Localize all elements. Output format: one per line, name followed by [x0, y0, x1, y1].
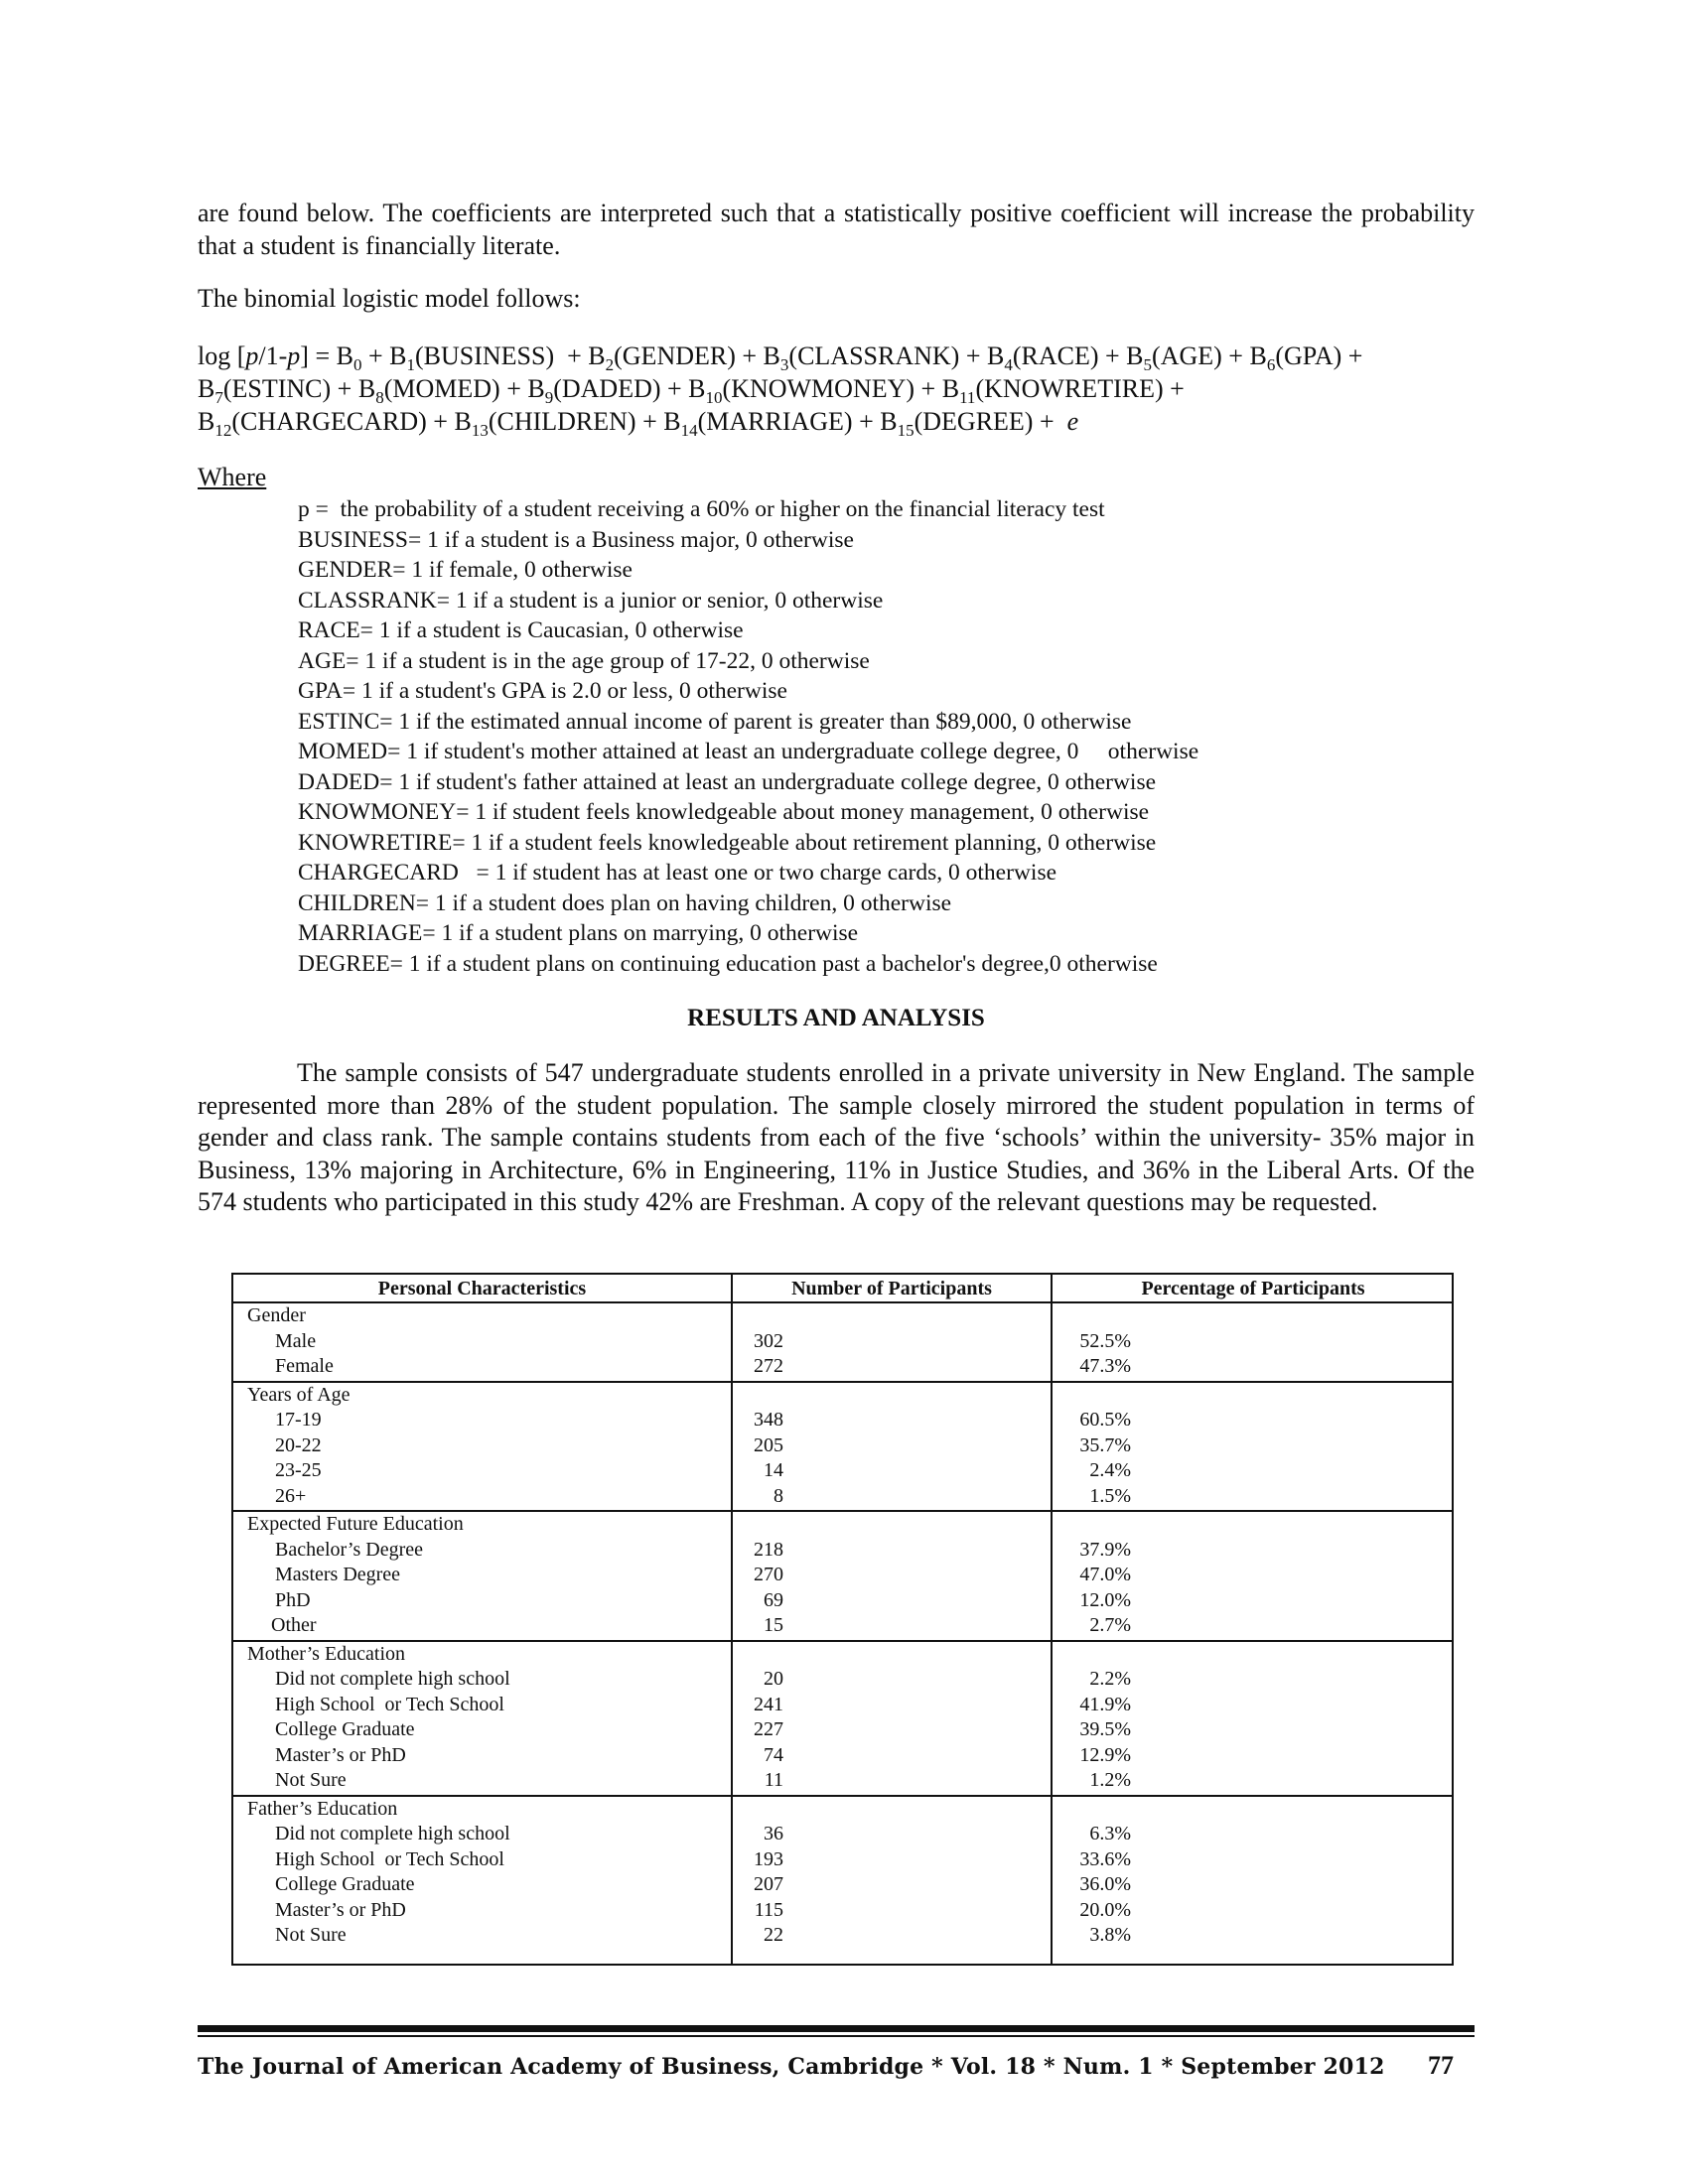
variable-definition: DEGREE= 1 if a student plans on continuing education past a bachelor's degree,0 otherwise — [298, 950, 1158, 977]
row-label: Did not complete high school — [275, 1668, 510, 1690]
equation-term: + $B_{11}(KNOWRETIRE)$ + — [914, 374, 1185, 408]
group-label: Years of Age — [247, 1383, 351, 1406]
table-header-characteristics: Personal Characteristics — [377, 1278, 587, 1299]
participant-count: 348 — [754, 1409, 783, 1431]
table-row — [233, 1743, 1452, 1769]
participants-table — [231, 1273, 1454, 1966]
row-label: 23-25 — [275, 1459, 322, 1481]
variable-definitions — [298, 494, 1440, 979]
row-label: College Graduate — [275, 1718, 415, 1740]
variable-definition: BUSINESS= 1 if a student is a Business major, 0 otherwise — [298, 526, 854, 553]
row-label: Bachelor’s Degree — [275, 1538, 424, 1561]
table-group-header — [233, 1642, 1452, 1668]
participant-count: 74 — [764, 1743, 783, 1766]
participant-count: 22 — [764, 1924, 783, 1946]
row-label: Not Sure — [275, 1924, 347, 1946]
group-label: Gender — [247, 1304, 306, 1326]
row-label: PhD — [275, 1588, 311, 1611]
group-label: Mother’s Education — [247, 1642, 406, 1665]
row-label: High School or Tech School — [275, 1847, 504, 1870]
variable-definition: KNOWMONEY= 1 if student feels knowledgeable about money management, 0 otherwise — [298, 799, 1150, 825]
table-header-percentage: Percentage of Participants — [1141, 1278, 1365, 1299]
row-label: 26+ — [275, 1484, 307, 1507]
participant-count: 241 — [754, 1693, 783, 1715]
footer-rule — [198, 2025, 1475, 2032]
equation-term: + $B_{10}(KNOWMONEY)$ — [660, 374, 915, 408]
participant-count: 302 — [754, 1329, 783, 1352]
participant-percentage: 6.3% — [1089, 1823, 1131, 1844]
where-label: Where — [198, 463, 267, 491]
participant-count: 115 — [754, 1898, 783, 1921]
table-row — [233, 1898, 1452, 1924]
participant-percentage: 33.6% — [1079, 1847, 1131, 1870]
section-heading: RESULTS AND ANALYSIS — [687, 1005, 985, 1031]
participant-percentage: 60.5% — [1079, 1409, 1131, 1431]
row-label: 17-19 — [275, 1409, 322, 1431]
participant-count: 227 — [754, 1718, 783, 1740]
variable-definition: AGE= 1 if a student is in the age group of 17-22, 0 otherwise — [298, 647, 870, 674]
participant-count: 20 — [764, 1668, 783, 1690]
participant-count: 8 — [774, 1484, 783, 1507]
model-intro: The binomial logistic model follows: — [198, 284, 581, 313]
row-label: Female — [275, 1355, 334, 1377]
table-row — [233, 1354, 1452, 1380]
table-header-number: Number of Participants — [791, 1278, 992, 1299]
participant-percentage: 1.2% — [1089, 1769, 1131, 1791]
equation-term: + $B_{15}(DEGREE)$ + — [852, 407, 1067, 441]
row-label: Other — [271, 1614, 317, 1636]
row-label: Not Sure — [275, 1769, 347, 1791]
table-row — [233, 1433, 1452, 1459]
table-group-header — [233, 1383, 1452, 1409]
participant-percentage: 39.5% — [1079, 1718, 1131, 1740]
table-row — [233, 1667, 1452, 1693]
equation-term: + $B_8(MOMED)$ — [331, 374, 500, 408]
variable-definition: GPA= 1 if a student's GPA is 2.0 or less, 0 otherwise — [298, 678, 787, 704]
table-row — [233, 1923, 1452, 1949]
participant-percentage: 1.5% — [1089, 1484, 1131, 1507]
variable-definition: DADED= 1 if student's father attained at least an undergraduate college degree, 0 otherwise — [298, 768, 1157, 795]
equation-term: + $B_3(CLASSRANK)$ — [735, 341, 960, 375]
variable-definition: MARRIAGE= 1 if a student plans on marrying, 0 otherwise — [298, 920, 859, 946]
participant-percentage: 47.3% — [1079, 1355, 1131, 1377]
equation-term: + $B_{13}(CHILDREN)$ — [426, 407, 636, 441]
participant-percentage: 36.0% — [1079, 1873, 1131, 1895]
row-label: College Graduate — [275, 1873, 415, 1895]
participant-percentage: 41.9% — [1079, 1693, 1131, 1715]
table-group-header — [233, 1797, 1452, 1823]
variable-definition: RACE= 1 if a student is Caucasian, 0 otherwise — [298, 617, 744, 643]
equation-term: + $B_2(GENDER)$ — [554, 341, 736, 375]
participant-count: 270 — [754, 1564, 783, 1585]
equation-term: + $B_{14}(MARRIAGE)$ — [635, 407, 853, 441]
participant-count: 218 — [754, 1538, 783, 1561]
group-label: Expected Future Education — [247, 1513, 464, 1535]
table-row — [233, 1329, 1452, 1355]
equation-term: + $B_1(BUSINESS)$ — [361, 341, 555, 375]
participant-count: 11 — [764, 1769, 783, 1791]
row-label: Did not complete high school — [275, 1823, 510, 1844]
equation-term: $B_0$ — [336, 341, 362, 375]
participant-count: 205 — [754, 1433, 783, 1456]
participant-count: 36 — [764, 1823, 783, 1844]
error-term: e — [1066, 407, 1079, 436]
table-row — [233, 1613, 1452, 1639]
participant-count: 14 — [764, 1459, 783, 1481]
participant-count: 69 — [764, 1588, 783, 1611]
participant-percentage: 2.7% — [1089, 1614, 1131, 1636]
participant-count: 272 — [754, 1355, 783, 1377]
participant-count: 193 — [754, 1847, 783, 1870]
table-group-header — [233, 1303, 1452, 1329]
footer-rule-thin — [198, 2035, 1475, 2037]
row-label: Master’s or PhD — [275, 1743, 406, 1766]
equation-term: + $B_5(AGE)$ — [1098, 341, 1222, 375]
row-label: Master’s or PhD — [275, 1898, 406, 1921]
logistic-equation — [198, 340, 1475, 441]
table-row — [233, 1717, 1452, 1743]
group-label: Father’s Education — [247, 1797, 398, 1820]
table-row — [233, 1768, 1452, 1794]
equation-line-1: $\log [p/1-p] = B_0$ + $B_1(BUSINESS)$ + $B_2(GENDER)$ + $B_3(CLASSRANK)$ + $B_4(RACE) + B_5(AGE) + B_6(GPA)$ + — [198, 341, 1363, 375]
table-row — [233, 1872, 1452, 1898]
variable-definition: CHARGECARD = 1 if student has at least one or two charge cards, 0 otherwise — [298, 860, 1057, 886]
equation-term: $B_7(ESTINC)$ — [198, 374, 332, 408]
participant-percentage: 3.8% — [1089, 1924, 1131, 1946]
participant-percentage: 35.7% — [1079, 1433, 1131, 1456]
participant-count: 207 — [754, 1873, 783, 1895]
page-number: 77 — [1428, 2051, 1454, 2080]
intro-paragraph: are found below. The coefficients are interpreted such that a statistically positive coefficient will increase the probability that a student is financially literate. — [198, 199, 1475, 260]
table-row — [233, 1458, 1452, 1484]
participant-percentage: 2.4% — [1089, 1459, 1131, 1481]
journal-footer: The Journal of American Academy of Business, Cambridge * Vol. 18 * Num. 1 * September 2012 — [198, 2054, 1385, 2080]
participant-percentage: 37.9% — [1079, 1538, 1131, 1561]
variable-definition: CHILDREN= 1 if a student does plan on having children, 0 otherwise — [298, 889, 952, 916]
row-label: High School or Tech School — [275, 1693, 504, 1715]
participant-percentage: 12.0% — [1079, 1588, 1131, 1611]
row-label: Male — [275, 1329, 317, 1352]
variable-definition: GENDER= 1 if female, 0 otherwise — [298, 557, 633, 583]
table-row — [233, 1538, 1452, 1564]
variable-definition: MOMED= 1 if student's mother attained at least an undergraduate college degree, 0 otherwise — [298, 739, 1199, 764]
results-paragraph: The sample consists of 547 undergraduate students enrolled in a private university in New England. The sample represented more than 28% of the student population. The sample closely mirrored the student population in terms of gender and class rank. The sample contains students from each of the five ‘schools’ within the university- 35% major in Business, 13% majoring in Architecture, 6% in Engineering, 11% in Justice Studies, and 36% in the Liberal Arts. Of the 574 students who participated in this study 42% are Freshman. A copy of the relevant questions may be requested. — [198, 1058, 1475, 1216]
table-row — [233, 1408, 1452, 1433]
equation-term: $B_{12}(CHARGECARD)$ — [198, 407, 427, 441]
table-row — [233, 1693, 1452, 1718]
row-label: Masters Degree — [275, 1564, 401, 1585]
table-row — [233, 1484, 1452, 1510]
variable-definition: CLASSRANK= 1 if a student is a junior or senior, 0 otherwise — [298, 587, 884, 614]
participant-percentage: 12.9% — [1079, 1743, 1131, 1766]
table-row — [233, 1563, 1452, 1588]
participant-percentage: 20.0% — [1079, 1898, 1131, 1921]
table-row — [233, 1847, 1452, 1873]
variable-definition: p = the probability of a student receiving a 60% or higher on the financial literacy test — [298, 496, 1105, 522]
equation-term: + $B_6(GPA)$ + — [1221, 341, 1363, 375]
table-row — [233, 1588, 1452, 1614]
participant-count: 15 — [764, 1614, 783, 1636]
row-label: 20-22 — [275, 1433, 322, 1456]
equation-line-2 — [198, 372, 1475, 408]
equation-term: + $B_4(RACE)$ — [959, 341, 1099, 375]
table-group-header — [233, 1512, 1452, 1538]
variable-definition: ESTINC= 1 if the estimated annual income of parent is greater than $89,000, 0 otherwise — [298, 708, 1132, 735]
table-row — [233, 1822, 1452, 1847]
participant-percentage: 47.0% — [1079, 1564, 1131, 1585]
participant-percentage: 2.2% — [1089, 1668, 1131, 1690]
variable-definition: KNOWRETIRE= 1 if a student feels knowledgeable about retirement planning, 0 otherwise — [298, 829, 1157, 856]
equation-line-3 — [198, 405, 1475, 441]
equation-term: + $B_9(DADED)$ — [499, 374, 661, 408]
participant-percentage: 52.5% — [1079, 1329, 1131, 1352]
